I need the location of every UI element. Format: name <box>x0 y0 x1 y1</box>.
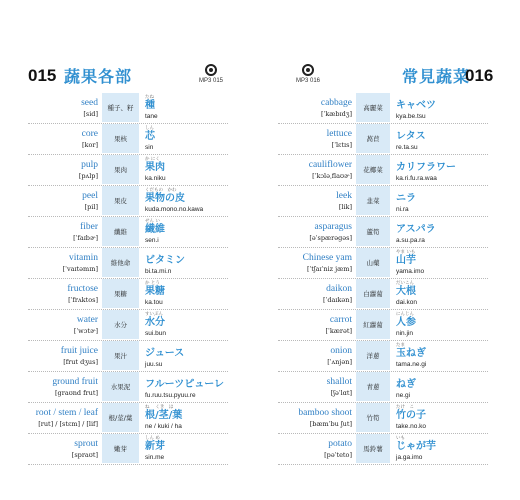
japanese-word: 根/茎/葉 <box>145 410 183 421</box>
mp3-label: MP3 016 <box>295 78 320 84</box>
japanese-word: 果肉 <box>145 162 165 173</box>
japanese-word: 竹の子 <box>396 410 426 421</box>
chinese-meaning: 白蘿蔔 <box>356 279 390 309</box>
chinese-meaning: 根/莖/葉 <box>102 403 139 433</box>
japanese-word: ジュース <box>145 348 185 359</box>
english-word: potato <box>328 438 352 449</box>
english-word: root / stem / leaf <box>35 407 98 418</box>
japanese-cell <box>139 372 224 402</box>
japanese-cell <box>390 248 424 278</box>
japanese-cell <box>390 155 456 185</box>
japanese-cell <box>390 434 436 464</box>
chinese-meaning: 纖維 <box>102 217 139 247</box>
chinese-meaning: 竹筍 <box>356 403 390 433</box>
page-title: 常見蔬菜 <box>402 67 471 86</box>
vocab-row <box>28 279 228 310</box>
japanese-cell <box>139 279 165 309</box>
japanese-cell <box>390 372 416 402</box>
phonetic: [ˈwɔtɚ] <box>73 326 98 335</box>
chinese-meaning: 果皮 <box>102 186 139 216</box>
japanese-cell <box>139 310 166 340</box>
vocab-row <box>278 279 488 310</box>
phonetic: [lik] <box>338 202 352 211</box>
japanese-cell <box>390 186 416 216</box>
english-word: fructose <box>67 283 98 294</box>
romaji: juu.su <box>145 361 163 368</box>
vocab-list <box>28 93 228 465</box>
japanese-cell <box>139 186 203 216</box>
romaji: dai.kon <box>396 299 417 306</box>
japanese-cell <box>390 341 426 371</box>
phonetic: [ʃəˈlɑt] <box>330 388 352 397</box>
japanese-word: キャベツ <box>396 100 436 111</box>
english-cell <box>278 372 356 402</box>
english-word: fruit juice <box>60 345 98 356</box>
english-word: ground fruit <box>52 376 98 387</box>
japanese-word: 水分 <box>145 317 165 328</box>
english-word: daikon <box>326 283 352 294</box>
english-word: pulp <box>81 159 98 170</box>
mp3-label: MP3 015 <box>198 78 223 84</box>
english-cell <box>278 217 356 247</box>
english-word: bamboo shoot <box>298 407 352 418</box>
english-word: Chinese yam <box>302 252 352 263</box>
chinese-meaning: 蘆筍 <box>356 217 390 247</box>
vocab-row <box>28 434 228 465</box>
japanese-word: 種 <box>145 100 155 111</box>
vocab-row <box>28 186 228 217</box>
romaji: take.no.ko <box>396 423 426 430</box>
furigana: すいぶん <box>145 312 163 317</box>
japanese-cell <box>390 310 416 340</box>
vocab-row <box>278 155 488 186</box>
english-cell <box>278 341 356 371</box>
vocab-row <box>28 341 228 372</box>
english-cell <box>278 248 356 278</box>
english-cell <box>28 310 102 340</box>
phonetic: [bæmˈbu ʃut] <box>309 419 352 428</box>
english-word: seed <box>81 97 98 108</box>
english-cell <box>278 310 356 340</box>
japanese-word: 果糖 <box>145 286 165 297</box>
japanese-word: 繊維 <box>145 224 165 235</box>
romaji: sen.i <box>145 237 159 244</box>
chinese-meaning: 水果泥 <box>102 372 139 402</box>
phonetic: [spraʊt] <box>71 450 98 459</box>
furigana: たけ こ <box>396 405 414 410</box>
phonetic: [ˈkærət] <box>325 326 352 335</box>
vocab-row <box>278 403 488 434</box>
english-cell <box>28 372 102 402</box>
romaji: fu.ruu.tsu.pyuu.re <box>145 392 196 399</box>
chinese-meaning: 嫩芽 <box>102 434 139 464</box>
english-cell <box>278 434 356 464</box>
phonetic: [ˈtʃaɪˈniz jæm] <box>306 264 352 273</box>
vocab-row <box>278 434 488 465</box>
english-word: onion <box>330 345 352 356</box>
chinese-meaning: 種子、籽 <box>102 93 139 123</box>
furigana: せん い <box>145 219 160 224</box>
english-word: fiber <box>80 221 98 232</box>
phonetic: [ˈdaɪkən] <box>323 295 352 304</box>
japanese-cell <box>139 155 166 185</box>
romaji: ka.niku <box>145 175 166 182</box>
english-word: sprout <box>74 438 98 449</box>
japanese-word: ビタミン <box>145 255 185 266</box>
chinese-meaning: 維他命 <box>102 248 139 278</box>
vocab-list <box>278 93 488 465</box>
vocab-row <box>28 248 228 279</box>
japanese-word: じゃが芋 <box>396 441 436 452</box>
japanese-cell <box>139 248 185 278</box>
phonetic: [ˈfaɪbɚ] <box>73 233 98 242</box>
vocab-row <box>278 217 488 248</box>
romaji: ne / kuki / ha <box>145 423 182 430</box>
english-word: leek <box>336 190 352 201</box>
furigana: しん <box>145 126 154 131</box>
furigana: やま いも <box>396 250 416 255</box>
romaji: ne.gi <box>396 392 411 399</box>
japanese-cell <box>390 124 426 154</box>
japanese-word: 新芽 <box>145 441 165 452</box>
japanese-cell <box>139 124 155 154</box>
vocab-row <box>278 310 488 341</box>
romaji: yama.imo <box>396 268 425 275</box>
vocab-row <box>278 341 488 372</box>
japanese-cell <box>390 279 417 309</box>
english-cell <box>278 124 356 154</box>
english-word: cabbage <box>320 97 352 108</box>
english-word: lettuce <box>326 128 352 139</box>
english-word: peel <box>82 190 98 201</box>
english-cell <box>278 155 356 185</box>
vocab-row <box>278 186 488 217</box>
vocab-row <box>28 372 228 403</box>
vocab-row <box>28 124 228 155</box>
japanese-cell <box>139 93 158 123</box>
vocab-row <box>28 310 228 341</box>
english-cell <box>278 403 356 433</box>
phonetic: [ˈlɛtɪs] <box>331 140 352 149</box>
japanese-cell <box>139 403 182 433</box>
japanese-word: ニラ <box>396 193 416 204</box>
japanese-cell <box>390 217 436 247</box>
chinese-meaning: 花椰菜 <box>356 155 390 185</box>
romaji: kuda.mono.no.kawa <box>145 206 204 213</box>
phonetic: [ˈkɔləˌflaʊɚ] <box>312 171 352 180</box>
english-word: carrot <box>329 314 352 325</box>
japanese-word: 大根 <box>396 286 416 297</box>
japanese-word: 山芋 <box>396 255 416 266</box>
furigana: だいこん <box>396 281 414 286</box>
disc-icon <box>302 64 314 76</box>
english-word: core <box>81 128 98 139</box>
page-number: 015 <box>28 66 57 85</box>
vocab-row <box>278 372 488 403</box>
romaji: kya.be.tsu <box>396 113 426 120</box>
phonetic: [ˈkæbɪdʒ] <box>321 109 352 118</box>
romaji: sin <box>145 144 154 151</box>
japanese-cell <box>139 434 165 464</box>
japanese-word: 果物の皮 <box>145 193 185 204</box>
phonetic: [ˈfrʌktos] <box>68 295 98 304</box>
english-cell <box>28 341 102 371</box>
english-word: vitamin <box>68 252 98 263</box>
romaji: ni.ra <box>396 206 409 213</box>
furigana: か とう <box>145 281 160 286</box>
romaji: sin.me <box>145 454 165 461</box>
english-word: water <box>76 314 98 325</box>
chinese-meaning: 青蔥 <box>356 372 390 402</box>
furigana: か にく <box>145 157 160 162</box>
chinese-meaning: 高麗菜 <box>356 93 390 123</box>
japanese-word: 玉ねぎ <box>396 348 426 359</box>
furigana: いも <box>396 436 405 441</box>
chinese-meaning: 水分 <box>102 310 139 340</box>
chinese-meaning: 馬鈴薯 <box>356 434 390 464</box>
disc-icon <box>205 64 217 76</box>
furigana: しん め <box>145 436 160 441</box>
vocab-row <box>278 248 488 279</box>
mp3-track[interactable] <box>288 64 328 84</box>
english-cell <box>28 217 102 247</box>
right-page <box>260 0 520 500</box>
chinese-meaning: 紅蘿蔔 <box>356 310 390 340</box>
page-number: 016 <box>465 66 494 85</box>
romaji: tane <box>145 113 158 120</box>
japanese-word: ねぎ <box>396 379 416 390</box>
japanese-word: アスパラ <box>396 224 436 235</box>
phonetic: [graʊnd frut] <box>55 388 98 397</box>
phonetic: [frut dʒus] <box>63 357 98 366</box>
phonetic: [ˈvaɪtəmɪn] <box>62 264 98 273</box>
english-cell <box>28 93 102 123</box>
vocab-row <box>278 124 488 155</box>
japanese-word: 人参 <box>396 317 416 328</box>
phonetic: [əˈspærəgəs] <box>309 233 352 242</box>
phonetic: [ˈʌnjən] <box>327 357 352 366</box>
english-cell <box>28 434 102 464</box>
japanese-word: 芯 <box>145 131 155 142</box>
vocab-row <box>28 93 228 124</box>
english-cell <box>278 279 356 309</box>
english-cell <box>278 93 356 123</box>
romaji: ka.tou <box>145 299 163 306</box>
chinese-meaning: 山藥 <box>356 248 390 278</box>
chinese-meaning: 韭菜 <box>356 186 390 216</box>
phonetic: [pʌlp] <box>78 171 98 180</box>
phonetic: [sid] <box>83 109 98 118</box>
chinese-meaning: 果核 <box>102 124 139 154</box>
phonetic: [kor] <box>81 140 98 149</box>
english-word: cauliflower <box>308 159 352 170</box>
romaji: ja.ga.imo <box>396 454 423 461</box>
vocab-row <box>28 403 228 434</box>
english-word: shallot <box>326 376 352 387</box>
english-cell <box>28 186 102 216</box>
furigana: ね くき は <box>145 405 174 410</box>
phonetic: [rut] / [stɛm] / [lif] <box>38 419 98 428</box>
japanese-cell <box>390 403 426 433</box>
english-cell <box>28 155 102 185</box>
vocab-row <box>28 217 228 248</box>
japanese-word: レタス <box>396 131 426 142</box>
english-cell <box>278 186 356 216</box>
english-cell <box>28 279 102 309</box>
japanese-cell <box>139 217 165 247</box>
furigana: たね <box>145 95 154 100</box>
english-cell <box>28 248 102 278</box>
vocab-row <box>278 93 488 124</box>
chinese-meaning: 洋蔥 <box>356 341 390 371</box>
chinese-meaning: 果肉 <box>102 155 139 185</box>
furigana: くだもの かわ <box>145 188 177 193</box>
english-cell <box>28 124 102 154</box>
furigana: たま <box>396 343 405 348</box>
chinese-meaning: 萵苣 <box>356 124 390 154</box>
phonetic: [pəˈteto] <box>324 450 352 459</box>
romaji: sui.bun <box>145 330 166 337</box>
romaji: ka.ri.fu.ra.waa <box>396 175 437 182</box>
romaji: nin.jin <box>396 330 413 337</box>
chinese-meaning: 果汁 <box>102 341 139 371</box>
english-cell <box>28 403 102 433</box>
romaji: tama.ne.gi <box>396 361 427 368</box>
japanese-word: フルーツピューレ <box>145 379 224 390</box>
chinese-meaning: 果糖 <box>102 279 139 309</box>
japanese-cell <box>390 93 436 123</box>
furigana: にんじん <box>396 312 414 317</box>
phonetic: [pil] <box>84 202 98 211</box>
page-title: 蔬果各部 <box>64 67 133 86</box>
romaji: re.ta.su <box>396 144 418 151</box>
mp3-track[interactable] <box>191 64 231 84</box>
japanese-word: カリフラワー <box>396 162 456 173</box>
japanese-cell <box>139 341 184 371</box>
vocab-row <box>28 155 228 186</box>
english-word: asparagus <box>314 221 352 232</box>
romaji: bi.ta.mi.n <box>145 268 172 275</box>
romaji: a.su.pa.ra <box>396 237 425 244</box>
